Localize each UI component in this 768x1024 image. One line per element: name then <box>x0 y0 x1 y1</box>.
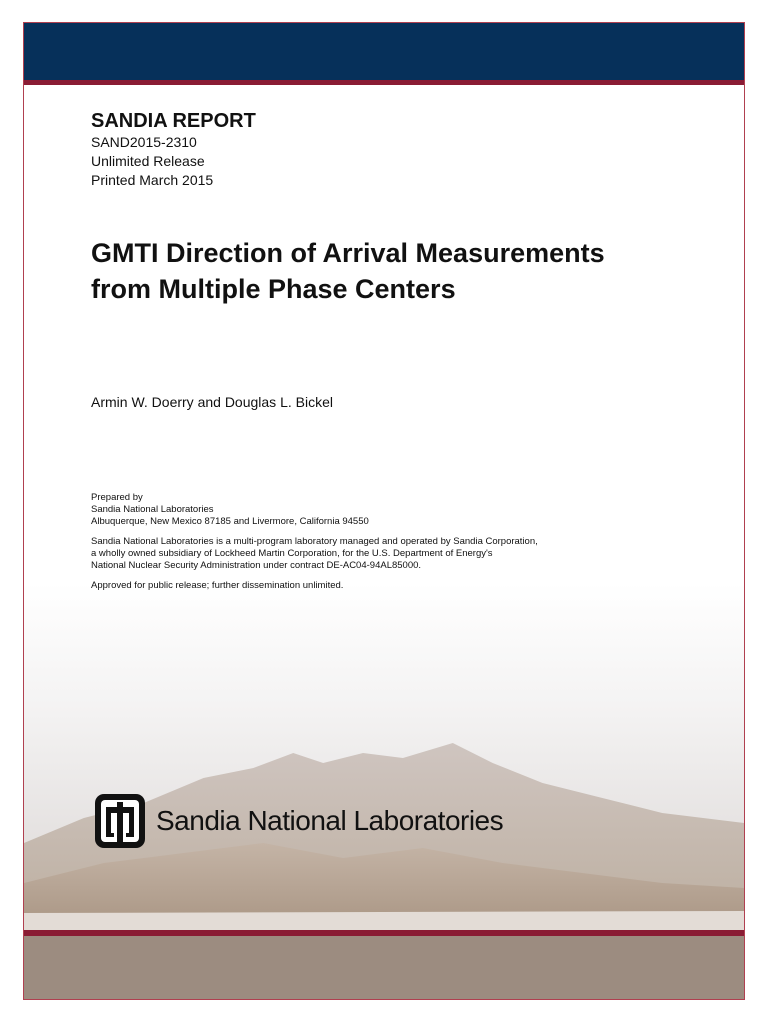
report-label: SANDIA REPORT <box>91 110 256 132</box>
logo-text: Sandia National Laboratories <box>156 805 504 836</box>
release-status: Unlimited Release <box>91 153 205 169</box>
sandia-logo <box>94 793 503 849</box>
prepared-by-line-1: Prepared by <box>91 492 143 503</box>
bottom-footer-band <box>24 936 744 1000</box>
management-line-3: National Nuclear Security Administration under contract DE-AC04-94AL85000. <box>91 560 422 571</box>
prepared-by-line-3: Albuquerque, New Mexico 87185 and Livermore, California 94550 <box>91 516 369 527</box>
management-line-2: a wholly owned subsidiary of Lockheed Martin Corporation, for the U.S. Department of Energy's <box>91 548 493 559</box>
title-line-1: GMTI Direction of Arrival Measurements <box>91 238 605 268</box>
report-cover <box>23 22 745 1000</box>
report-title <box>91 235 711 307</box>
report-info <box>91 109 711 190</box>
management-line-1: Sandia National Laboratories is a multi-program laboratory managed and operated by Sandia Corporation, <box>91 536 538 547</box>
title-line-2: from Multiple Phase Centers <box>91 274 456 304</box>
top-header-band <box>24 23 744 80</box>
authors: Armin W. Doerry and Douglas L. Bickel <box>91 394 333 410</box>
prepared-by-line-2: Sandia National Laboratories <box>91 504 214 515</box>
top-accent-stripe <box>24 80 744 85</box>
prepared-by-block <box>91 492 711 528</box>
management-block <box>91 536 711 572</box>
approval-statement: Approved for public release; further dissemination unlimited. <box>91 580 344 591</box>
preparation-notes <box>91 492 711 600</box>
report-number: SAND2015-2310 <box>91 134 197 150</box>
sandia-thunderbird-icon <box>94 793 146 849</box>
print-date: Printed March 2015 <box>91 172 214 188</box>
